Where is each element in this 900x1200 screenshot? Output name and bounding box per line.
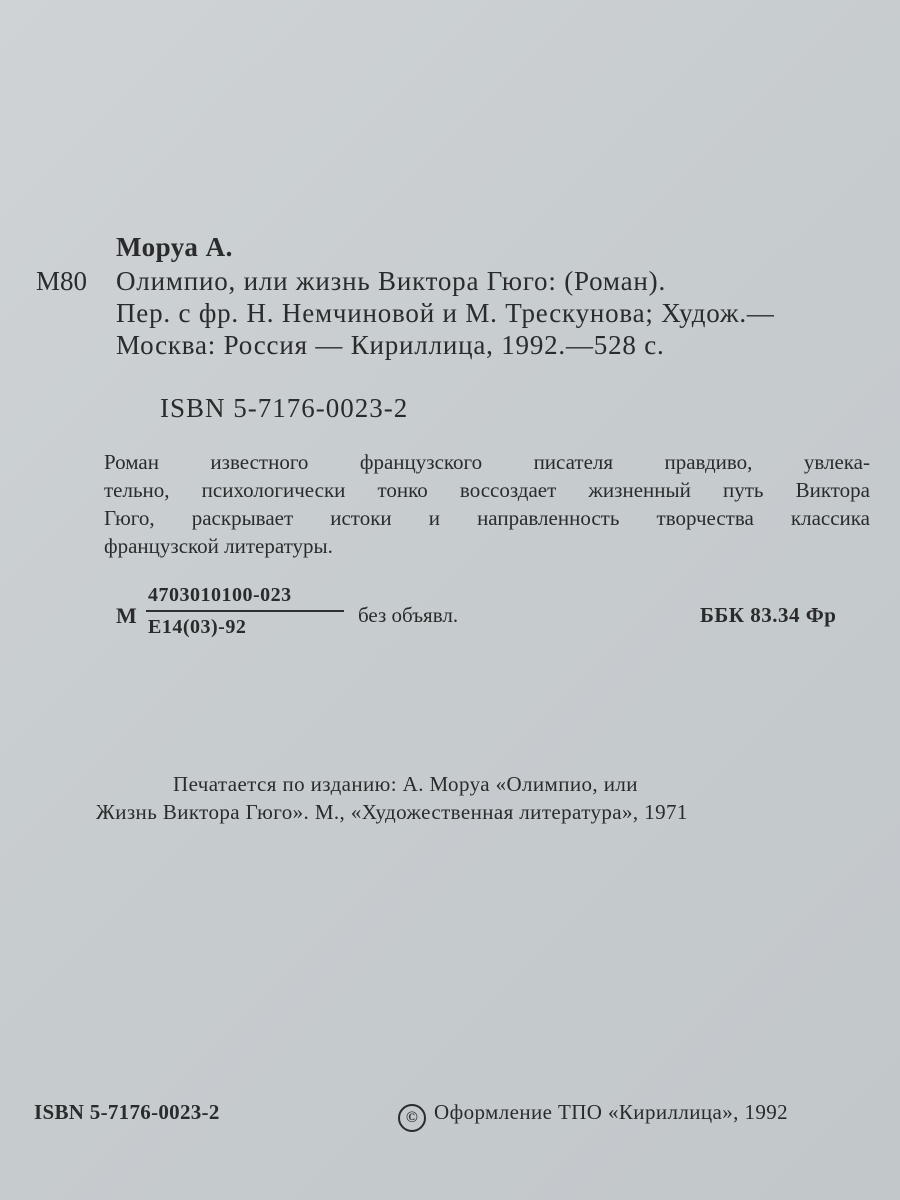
annotation-line: Гюго, раскрывает истоки и направленность творчества классика [104, 506, 870, 530]
index-letter: М [116, 603, 137, 628]
index-note: без объявл. [358, 603, 459, 627]
author-code: М80 [36, 266, 88, 296]
copyright-icon: © [398, 1104, 426, 1132]
index-numerator: 4703010100-023 [148, 584, 292, 606]
isbn-main: ISBN 5-7176-0023-2 [160, 393, 409, 423]
annotation [104, 448, 870, 560]
design-credit-text: Оформление ТПО «Кириллица», 1992 [434, 1100, 789, 1124]
design-credit [398, 1100, 788, 1132]
author-name: Моруа А. [116, 232, 233, 262]
bibliographic-line-title: Олимпио, или жизнь Виктора Гюго: (Роман). [116, 266, 666, 296]
annotation-line: французской литературы. [104, 534, 333, 558]
source-edition-line-1: Печатается по изданию: А. Моруа «Олимпио, или [173, 772, 638, 796]
isbn-footer: ISBN 5-7176-0023-2 [34, 1100, 220, 1124]
source-edition-line-2: Жизнь Виктора Гюго». М., «Художественная литература», 1971 [96, 800, 688, 824]
bbk-code: ББК 83.34 Фр [700, 603, 837, 627]
index-denominator: Е14(03)-92 [148, 616, 247, 638]
index-fraction-rule [146, 610, 344, 612]
bibliographic-line-publisher: Москва: Россия — Кириллица, 1992.—528 с. [116, 330, 665, 360]
annotation-line: Роман известного французского писателя правдиво, увлека- [104, 450, 870, 474]
bibliographic-line-translators: Пер. с фр. Н. Немчиновой и М. Трескунова; Худож.— [116, 298, 775, 328]
annotation-line: тельно, психологически тонко воссоздает жизненный путь Виктора [104, 478, 870, 502]
